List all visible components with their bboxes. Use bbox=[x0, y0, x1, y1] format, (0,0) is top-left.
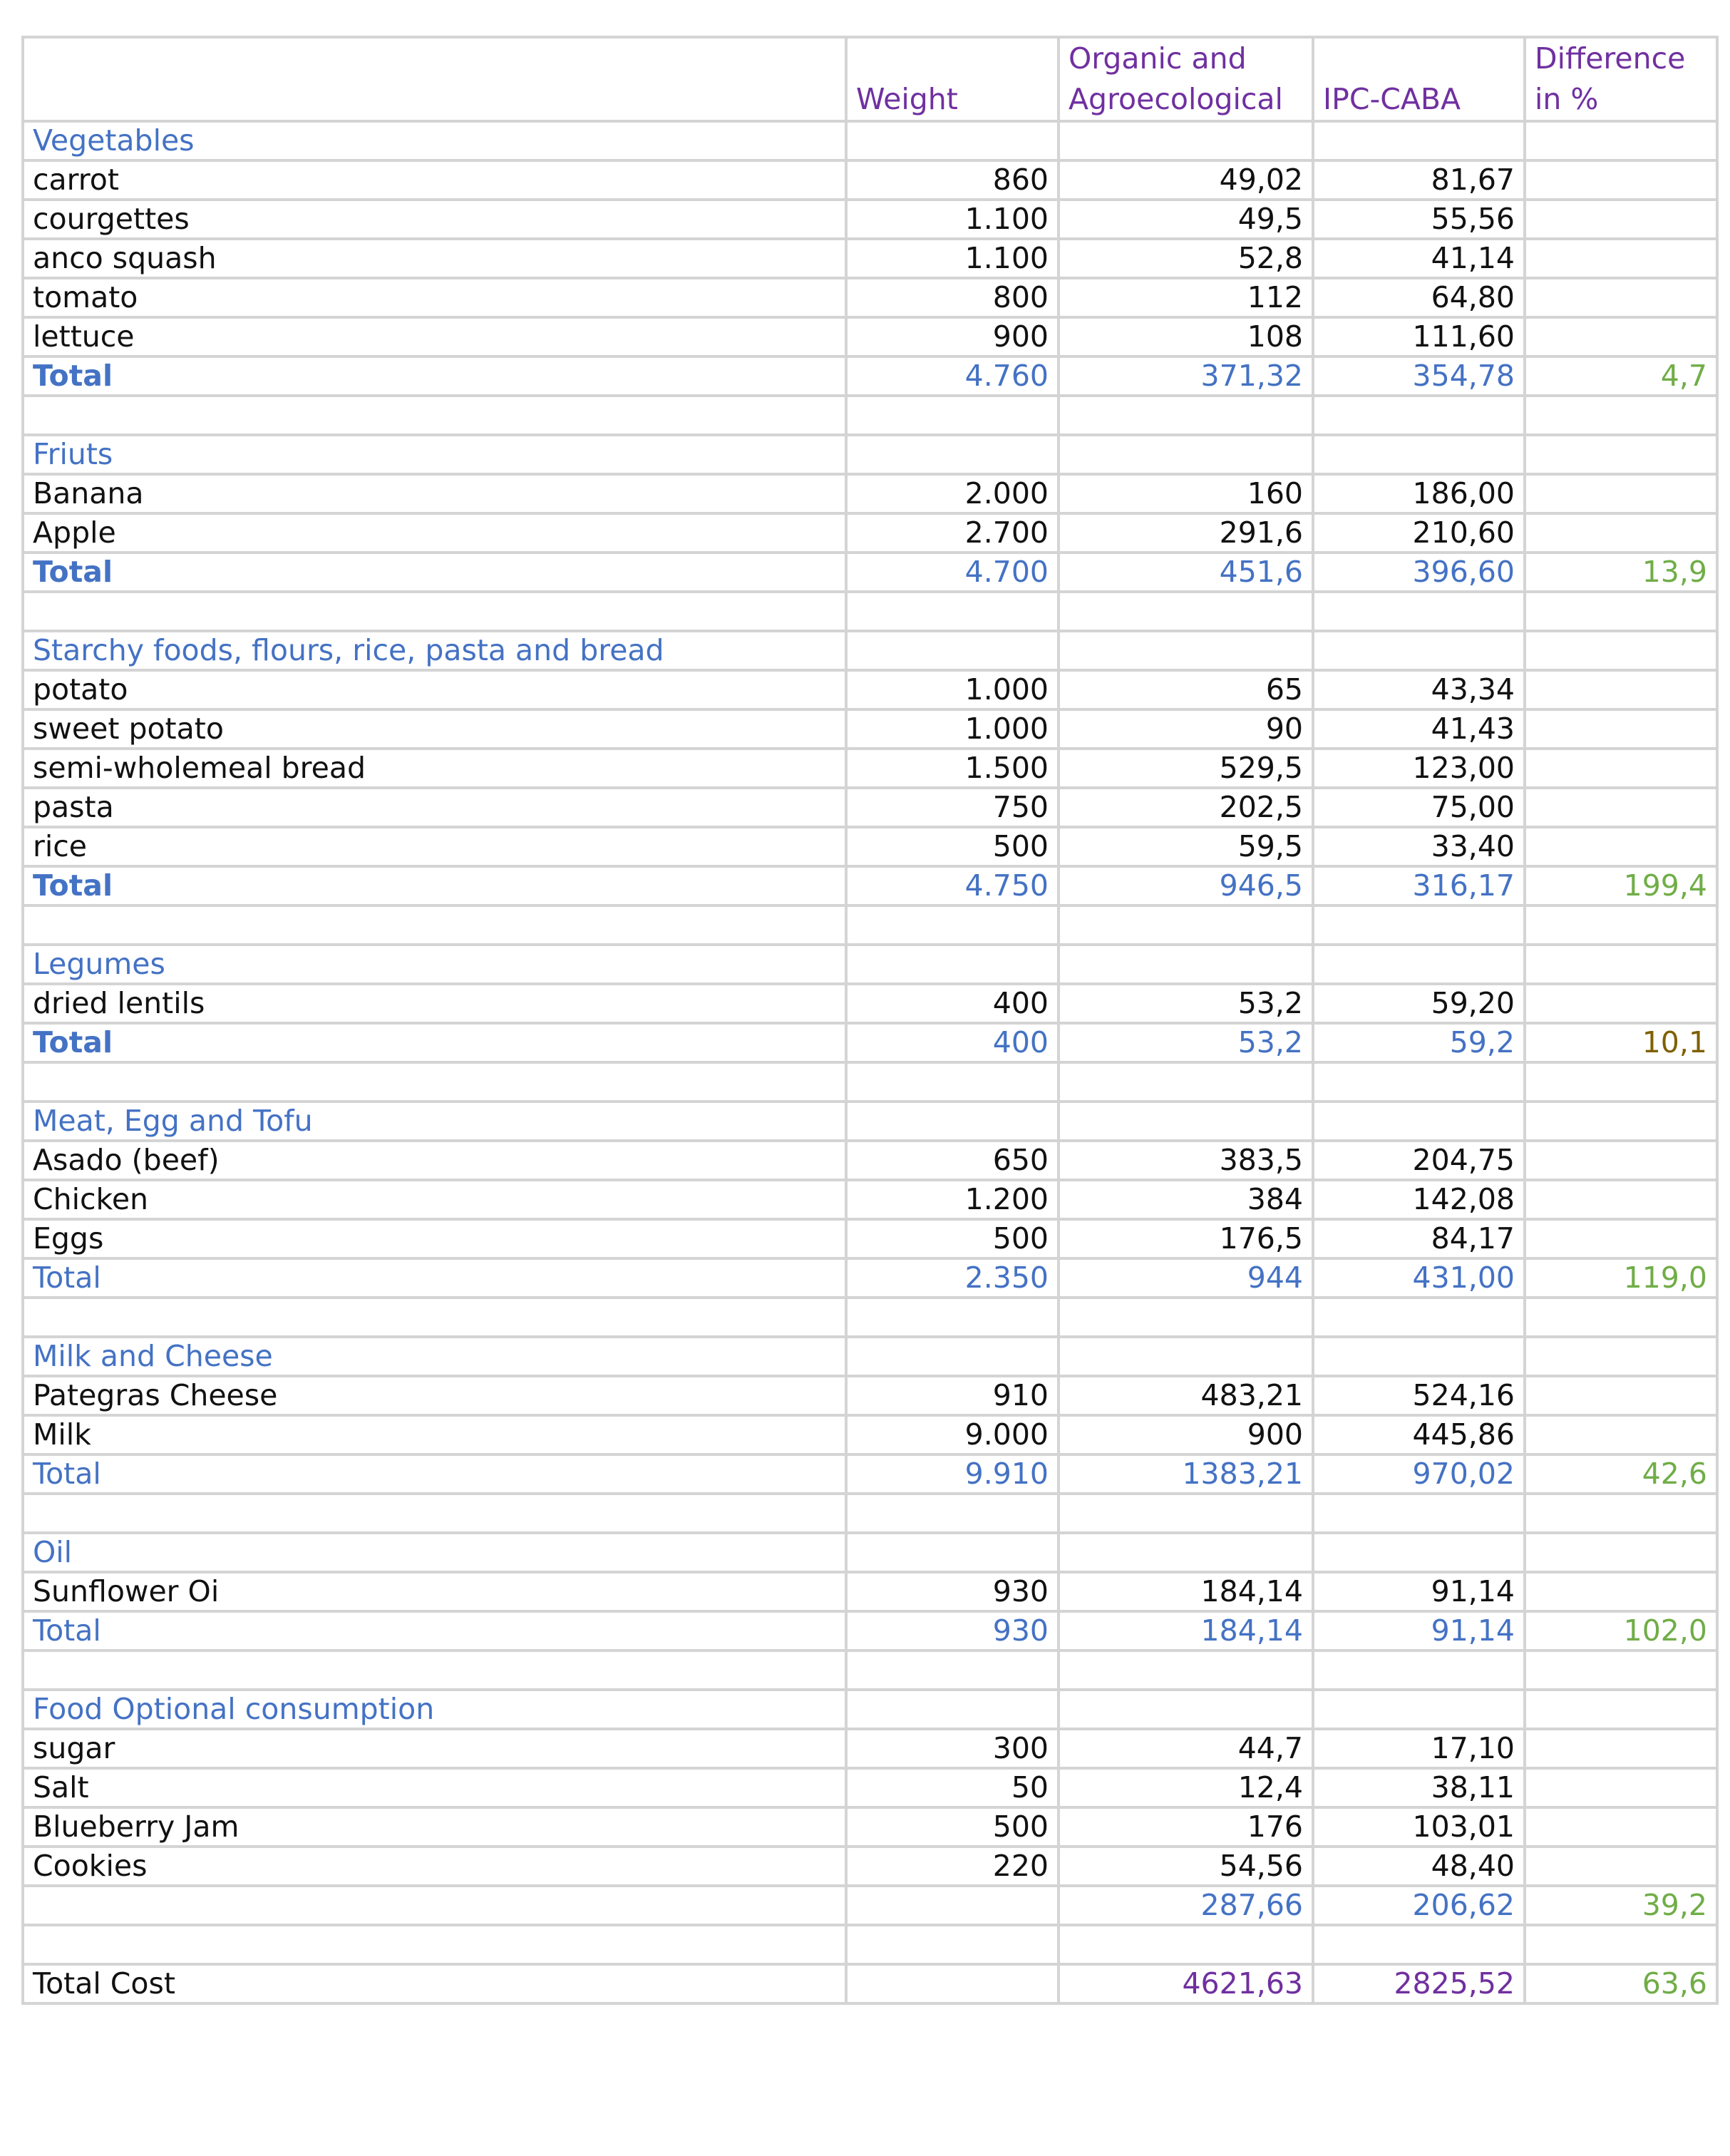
total-organic: 184,14 bbox=[1059, 1611, 1313, 1651]
item-organic-price: 53,2 bbox=[1059, 984, 1313, 1023]
item-organic-price: 90 bbox=[1059, 709, 1313, 749]
empty-cell bbox=[1313, 1690, 1525, 1729]
item-weight: 910 bbox=[846, 1376, 1059, 1415]
item-weight: 1.500 bbox=[846, 749, 1059, 788]
item-name: dried lentils bbox=[23, 984, 846, 1023]
item-name: Chicken bbox=[23, 1180, 846, 1219]
item-ipc-price: 84,17 bbox=[1313, 1219, 1525, 1258]
item-name: potato bbox=[23, 670, 846, 709]
item-ipc-price: 48,40 bbox=[1313, 1847, 1525, 1886]
table-body bbox=[23, 37, 1717, 2003]
empty-cell bbox=[1525, 1651, 1717, 1690]
empty-cell bbox=[846, 945, 1059, 984]
item-name: sweet potato bbox=[23, 709, 846, 749]
total-ipc: 91,14 bbox=[1313, 1611, 1525, 1651]
grand-total-ipc: 2825,52 bbox=[1313, 1964, 1525, 2003]
item-organic-price: 54,56 bbox=[1059, 1847, 1313, 1886]
empty-cell bbox=[1525, 317, 1717, 356]
grand-total-difference: 63,6 bbox=[1525, 1964, 1717, 2003]
total-label: Total bbox=[23, 1258, 846, 1298]
total-weight: 4.760 bbox=[846, 356, 1059, 396]
item-weight: 650 bbox=[846, 1141, 1059, 1180]
empty-cell bbox=[1525, 121, 1717, 160]
empty-cell bbox=[1525, 200, 1717, 239]
total-difference: 102,0 bbox=[1525, 1611, 1717, 1651]
item-ipc-price: 111,60 bbox=[1313, 317, 1525, 356]
item-weight: 1.000 bbox=[846, 670, 1059, 709]
empty-cell bbox=[1525, 1572, 1717, 1611]
item-weight: 300 bbox=[846, 1729, 1059, 1768]
item-name: carrot bbox=[23, 160, 846, 200]
empty-cell bbox=[1525, 1690, 1717, 1729]
empty-cell bbox=[23, 1298, 846, 1337]
item-weight: 900 bbox=[846, 317, 1059, 356]
empty-cell bbox=[1059, 592, 1313, 631]
item-weight: 500 bbox=[846, 1219, 1059, 1258]
empty-cell bbox=[1059, 1533, 1313, 1572]
total-weight bbox=[846, 1886, 1059, 1925]
table-row bbox=[23, 1847, 1717, 1886]
header-organic: Organic and Agroecological bbox=[1059, 37, 1313, 121]
blank-row bbox=[23, 1925, 1717, 1964]
grand-total-row bbox=[23, 1964, 1717, 2003]
item-ipc-price: 17,10 bbox=[1313, 1729, 1525, 1768]
empty-cell bbox=[1313, 1337, 1525, 1376]
total-weight: 4.750 bbox=[846, 866, 1059, 905]
empty-cell bbox=[1059, 945, 1313, 984]
item-name: courgettes bbox=[23, 200, 846, 239]
empty-cell bbox=[1313, 121, 1525, 160]
header-weight: Weight bbox=[846, 37, 1059, 121]
empty-cell bbox=[1059, 905, 1313, 945]
item-weight: 500 bbox=[846, 1807, 1059, 1847]
item-name: Sunflower Oi bbox=[23, 1572, 846, 1611]
section-header-row bbox=[23, 121, 1717, 160]
section-total-row bbox=[23, 553, 1717, 592]
section-header-row bbox=[23, 435, 1717, 474]
item-ipc-price: 59,20 bbox=[1313, 984, 1525, 1023]
item-weight: 400 bbox=[846, 984, 1059, 1023]
item-weight: 500 bbox=[846, 827, 1059, 866]
section-header-row bbox=[23, 1690, 1717, 1729]
header-row bbox=[23, 37, 1717, 121]
empty-cell bbox=[1525, 1415, 1717, 1454]
section-total-row bbox=[23, 866, 1717, 905]
section-title: Milk and Cheese bbox=[23, 1337, 846, 1376]
empty-cell bbox=[23, 1651, 846, 1690]
empty-cell bbox=[1525, 945, 1717, 984]
total-label: Total bbox=[23, 553, 846, 592]
empty-cell bbox=[1525, 1298, 1717, 1337]
table-row bbox=[23, 200, 1717, 239]
item-weight: 1.100 bbox=[846, 239, 1059, 278]
total-ipc: 59,2 bbox=[1313, 1023, 1525, 1062]
item-organic-price: 383,5 bbox=[1059, 1141, 1313, 1180]
item-organic-price: 112 bbox=[1059, 278, 1313, 317]
item-ipc-price: 186,00 bbox=[1313, 474, 1525, 513]
empty-cell bbox=[23, 905, 846, 945]
empty-cell bbox=[1525, 396, 1717, 435]
section-title: Oil bbox=[23, 1533, 846, 1572]
item-organic-price: 108 bbox=[1059, 317, 1313, 356]
item-ipc-price: 210,60 bbox=[1313, 513, 1525, 553]
item-organic-price: 184,14 bbox=[1059, 1572, 1313, 1611]
empty-cell bbox=[846, 592, 1059, 631]
section-title: Meat, Egg and Tofu bbox=[23, 1102, 846, 1141]
item-weight: 800 bbox=[846, 278, 1059, 317]
empty-cell bbox=[1525, 631, 1717, 670]
empty-cell bbox=[1525, 905, 1717, 945]
section-total-row bbox=[23, 356, 1717, 396]
item-weight: 1.100 bbox=[846, 200, 1059, 239]
empty-cell bbox=[1059, 1651, 1313, 1690]
section-title: Food Optional consumption bbox=[23, 1690, 846, 1729]
table-row bbox=[23, 1572, 1717, 1611]
item-organic-price: 44,7 bbox=[1059, 1729, 1313, 1768]
empty-cell bbox=[1059, 396, 1313, 435]
empty-cell bbox=[1525, 1337, 1717, 1376]
table-row bbox=[23, 1219, 1717, 1258]
empty-cell bbox=[1525, 1062, 1717, 1102]
section-total-row bbox=[23, 1611, 1717, 1651]
item-ipc-price: 91,14 bbox=[1313, 1572, 1525, 1611]
item-name: Eggs bbox=[23, 1219, 846, 1258]
table-row bbox=[23, 1415, 1717, 1454]
empty-cell bbox=[1059, 1494, 1313, 1533]
section-header-row bbox=[23, 1102, 1717, 1141]
empty-cell bbox=[1525, 1219, 1717, 1258]
empty-cell bbox=[846, 1690, 1059, 1729]
total-difference: 199,4 bbox=[1525, 866, 1717, 905]
empty-cell bbox=[1059, 121, 1313, 160]
empty-cell bbox=[1313, 1925, 1525, 1964]
total-ipc: 396,60 bbox=[1313, 553, 1525, 592]
empty-cell bbox=[1313, 435, 1525, 474]
empty-cell bbox=[1525, 278, 1717, 317]
empty-cell bbox=[1525, 788, 1717, 827]
empty-cell bbox=[1059, 1925, 1313, 1964]
empty-cell bbox=[1525, 592, 1717, 631]
item-name: Banana bbox=[23, 474, 846, 513]
empty-cell bbox=[1525, 1768, 1717, 1807]
section-header-row bbox=[23, 945, 1717, 984]
total-organic: 946,5 bbox=[1059, 866, 1313, 905]
empty-cell bbox=[846, 631, 1059, 670]
total-difference: 39,2 bbox=[1525, 1886, 1717, 1925]
item-name: Milk bbox=[23, 1415, 846, 1454]
item-name: anco squash bbox=[23, 239, 846, 278]
table-row bbox=[23, 670, 1717, 709]
item-name: Salt bbox=[23, 1768, 846, 1807]
section-total-row bbox=[23, 1454, 1717, 1494]
section-total-row bbox=[23, 1023, 1717, 1062]
total-ipc: 206,62 bbox=[1313, 1886, 1525, 1925]
item-weight: 9.000 bbox=[846, 1415, 1059, 1454]
blank-row bbox=[23, 1494, 1717, 1533]
empty-cell bbox=[1525, 435, 1717, 474]
empty-cell bbox=[1313, 905, 1525, 945]
empty-cell bbox=[23, 1925, 846, 1964]
item-ipc-price: 38,11 bbox=[1313, 1768, 1525, 1807]
empty-cell bbox=[846, 1925, 1059, 1964]
header-item-cell bbox=[23, 37, 846, 121]
item-organic-price: 52,8 bbox=[1059, 239, 1313, 278]
table-row bbox=[23, 984, 1717, 1023]
total-organic: 287,66 bbox=[1059, 1886, 1313, 1925]
empty-cell bbox=[1525, 1925, 1717, 1964]
empty-cell bbox=[846, 1651, 1059, 1690]
empty-cell bbox=[1525, 1494, 1717, 1533]
item-name: Asado (beef) bbox=[23, 1141, 846, 1180]
empty-cell bbox=[23, 396, 846, 435]
blank-row bbox=[23, 592, 1717, 631]
empty-cell bbox=[1525, 827, 1717, 866]
item-ipc-price: 445,86 bbox=[1313, 1415, 1525, 1454]
total-label: Total bbox=[23, 356, 846, 396]
empty-cell bbox=[846, 1102, 1059, 1141]
empty-cell bbox=[1525, 709, 1717, 749]
total-label: Total bbox=[23, 866, 846, 905]
empty-cell bbox=[1525, 1102, 1717, 1141]
total-difference: 4,7 bbox=[1525, 356, 1717, 396]
empty-cell bbox=[1313, 1651, 1525, 1690]
empty-cell bbox=[846, 905, 1059, 945]
item-weight: 860 bbox=[846, 160, 1059, 200]
section-title: Legumes bbox=[23, 945, 846, 984]
total-difference: 42,6 bbox=[1525, 1454, 1717, 1494]
empty-cell bbox=[846, 121, 1059, 160]
table-row bbox=[23, 1376, 1717, 1415]
section-total-row bbox=[23, 1886, 1717, 1925]
item-ipc-price: 41,14 bbox=[1313, 239, 1525, 278]
item-ipc-price: 103,01 bbox=[1313, 1807, 1525, 1847]
empty-cell bbox=[23, 592, 846, 631]
table-row bbox=[23, 788, 1717, 827]
total-weight: 930 bbox=[846, 1611, 1059, 1651]
total-weight: 400 bbox=[846, 1023, 1059, 1062]
table-row bbox=[23, 1729, 1717, 1768]
empty-cell bbox=[1313, 592, 1525, 631]
item-organic-price: 65 bbox=[1059, 670, 1313, 709]
total-ipc: 316,17 bbox=[1313, 866, 1525, 905]
item-organic-price: 12,4 bbox=[1059, 1768, 1313, 1807]
empty-cell bbox=[846, 1494, 1059, 1533]
item-name: sugar bbox=[23, 1729, 846, 1768]
empty-cell bbox=[1059, 1337, 1313, 1376]
item-ipc-price: 41,43 bbox=[1313, 709, 1525, 749]
total-organic: 53,2 bbox=[1059, 1023, 1313, 1062]
total-organic: 371,32 bbox=[1059, 356, 1313, 396]
item-organic-price: 529,5 bbox=[1059, 749, 1313, 788]
item-name: tomato bbox=[23, 278, 846, 317]
table-row bbox=[23, 474, 1717, 513]
section-header-row bbox=[23, 1337, 1717, 1376]
section-header-row bbox=[23, 631, 1717, 670]
item-name: lettuce bbox=[23, 317, 846, 356]
total-ipc: 431,00 bbox=[1313, 1258, 1525, 1298]
empty-cell bbox=[1313, 1298, 1525, 1337]
section-title: Vegetables bbox=[23, 121, 846, 160]
total-ipc: 354,78 bbox=[1313, 356, 1525, 396]
item-name: rice bbox=[23, 827, 846, 866]
empty-cell bbox=[1525, 1533, 1717, 1572]
blank-row bbox=[23, 905, 1717, 945]
total-difference: 119,0 bbox=[1525, 1258, 1717, 1298]
item-ipc-price: 43,34 bbox=[1313, 670, 1525, 709]
item-organic-price: 384 bbox=[1059, 1180, 1313, 1219]
table-row bbox=[23, 709, 1717, 749]
total-label: Total bbox=[23, 1454, 846, 1494]
table-row bbox=[23, 827, 1717, 866]
item-weight: 50 bbox=[846, 1768, 1059, 1807]
item-weight: 2.000 bbox=[846, 474, 1059, 513]
item-weight: 930 bbox=[846, 1572, 1059, 1611]
item-name: Blueberry Jam bbox=[23, 1807, 846, 1847]
total-weight: 2.350 bbox=[846, 1258, 1059, 1298]
total-organic: 451,6 bbox=[1059, 553, 1313, 592]
total-ipc: 970,02 bbox=[1313, 1454, 1525, 1494]
item-name: Cookies bbox=[23, 1847, 846, 1886]
total-label bbox=[23, 1886, 846, 1925]
item-organic-price: 59,5 bbox=[1059, 827, 1313, 866]
empty-cell bbox=[846, 396, 1059, 435]
item-organic-price: 49,5 bbox=[1059, 200, 1313, 239]
item-ipc-price: 524,16 bbox=[1313, 1376, 1525, 1415]
table-row bbox=[23, 1180, 1717, 1219]
table-row bbox=[23, 317, 1717, 356]
total-organic: 944 bbox=[1059, 1258, 1313, 1298]
item-organic-price: 900 bbox=[1059, 1415, 1313, 1454]
table-row bbox=[23, 513, 1717, 553]
empty-cell bbox=[1059, 1102, 1313, 1141]
empty-cell bbox=[1525, 239, 1717, 278]
item-ipc-price: 142,08 bbox=[1313, 1180, 1525, 1219]
empty-cell bbox=[1313, 1102, 1525, 1141]
empty-cell bbox=[1313, 1494, 1525, 1533]
empty-cell bbox=[1313, 1533, 1525, 1572]
empty-cell bbox=[1313, 396, 1525, 435]
item-organic-price: 483,21 bbox=[1059, 1376, 1313, 1415]
section-total-row bbox=[23, 1258, 1717, 1298]
empty-cell bbox=[1059, 1690, 1313, 1729]
empty-cell bbox=[1525, 1729, 1717, 1768]
empty-cell bbox=[846, 1062, 1059, 1102]
total-difference: 13,9 bbox=[1525, 553, 1717, 592]
blank-row bbox=[23, 396, 1717, 435]
table-row bbox=[23, 239, 1717, 278]
empty-cell bbox=[1313, 1062, 1525, 1102]
item-name: pasta bbox=[23, 788, 846, 827]
total-organic: 1383,21 bbox=[1059, 1454, 1313, 1494]
item-weight: 220 bbox=[846, 1847, 1059, 1886]
total-label: Total bbox=[23, 1611, 846, 1651]
table-row bbox=[23, 1141, 1717, 1180]
empty-cell bbox=[1525, 513, 1717, 553]
empty-cell bbox=[1313, 631, 1525, 670]
item-organic-price: 176,5 bbox=[1059, 1219, 1313, 1258]
item-ipc-price: 64,80 bbox=[1313, 278, 1525, 317]
item-organic-price: 202,5 bbox=[1059, 788, 1313, 827]
empty-cell bbox=[1059, 1062, 1313, 1102]
item-weight: 1.000 bbox=[846, 709, 1059, 749]
item-organic-price: 49,02 bbox=[1059, 160, 1313, 200]
grand-total-label: Total Cost bbox=[23, 1964, 846, 2003]
header-difference: Difference in % bbox=[1525, 37, 1717, 121]
blank-row bbox=[23, 1062, 1717, 1102]
section-title: Starchy foods, flours, rice, pasta and bread bbox=[23, 631, 846, 670]
section-header-row bbox=[23, 1533, 1717, 1572]
item-organic-price: 291,6 bbox=[1059, 513, 1313, 553]
empty-cell bbox=[846, 435, 1059, 474]
item-ipc-price: 204,75 bbox=[1313, 1141, 1525, 1180]
empty-cell bbox=[1059, 1298, 1313, 1337]
empty-cell bbox=[846, 1337, 1059, 1376]
empty-cell bbox=[1525, 984, 1717, 1023]
item-weight: 1.200 bbox=[846, 1180, 1059, 1219]
item-ipc-price: 33,40 bbox=[1313, 827, 1525, 866]
item-ipc-price: 123,00 bbox=[1313, 749, 1525, 788]
empty-cell bbox=[1525, 160, 1717, 200]
empty-cell bbox=[846, 1298, 1059, 1337]
total-weight: 9.910 bbox=[846, 1454, 1059, 1494]
item-ipc-price: 55,56 bbox=[1313, 200, 1525, 239]
table-row bbox=[23, 1807, 1717, 1847]
grand-total-organic: 4621,63 bbox=[1059, 1964, 1313, 2003]
item-name: semi-wholemeal bread bbox=[23, 749, 846, 788]
empty-cell bbox=[1313, 945, 1525, 984]
empty-cell bbox=[1525, 1807, 1717, 1847]
item-weight: 2.700 bbox=[846, 513, 1059, 553]
empty-cell bbox=[1525, 749, 1717, 788]
item-weight: 750 bbox=[846, 788, 1059, 827]
empty-cell bbox=[846, 1533, 1059, 1572]
empty-cell bbox=[1525, 474, 1717, 513]
item-name: Pategras Cheese bbox=[23, 1376, 846, 1415]
section-title: Friuts bbox=[23, 435, 846, 474]
empty-cell bbox=[1525, 1376, 1717, 1415]
empty-cell bbox=[1525, 1141, 1717, 1180]
table-row bbox=[23, 1768, 1717, 1807]
blank-row bbox=[23, 1298, 1717, 1337]
empty-cell bbox=[1059, 631, 1313, 670]
item-ipc-price: 81,67 bbox=[1313, 160, 1525, 200]
empty-cell bbox=[1059, 435, 1313, 474]
total-weight: 4.700 bbox=[846, 553, 1059, 592]
empty-cell bbox=[23, 1494, 846, 1533]
blank-row bbox=[23, 1651, 1717, 1690]
empty-cell bbox=[1525, 1847, 1717, 1886]
grand-total-weight bbox=[846, 1964, 1059, 2003]
total-label: Total bbox=[23, 1023, 846, 1062]
table-row bbox=[23, 160, 1717, 200]
header-ipc: IPC-CABA bbox=[1313, 37, 1525, 121]
empty-cell bbox=[1525, 1180, 1717, 1219]
table-row bbox=[23, 278, 1717, 317]
item-name: Apple bbox=[23, 513, 846, 553]
item-organic-price: 160 bbox=[1059, 474, 1313, 513]
empty-cell bbox=[23, 1062, 846, 1102]
total-difference: 10,1 bbox=[1525, 1023, 1717, 1062]
item-ipc-price: 75,00 bbox=[1313, 788, 1525, 827]
table-row bbox=[23, 749, 1717, 788]
item-organic-price: 176 bbox=[1059, 1807, 1313, 1847]
food-cost-table bbox=[21, 36, 1719, 2005]
empty-cell bbox=[1525, 670, 1717, 709]
